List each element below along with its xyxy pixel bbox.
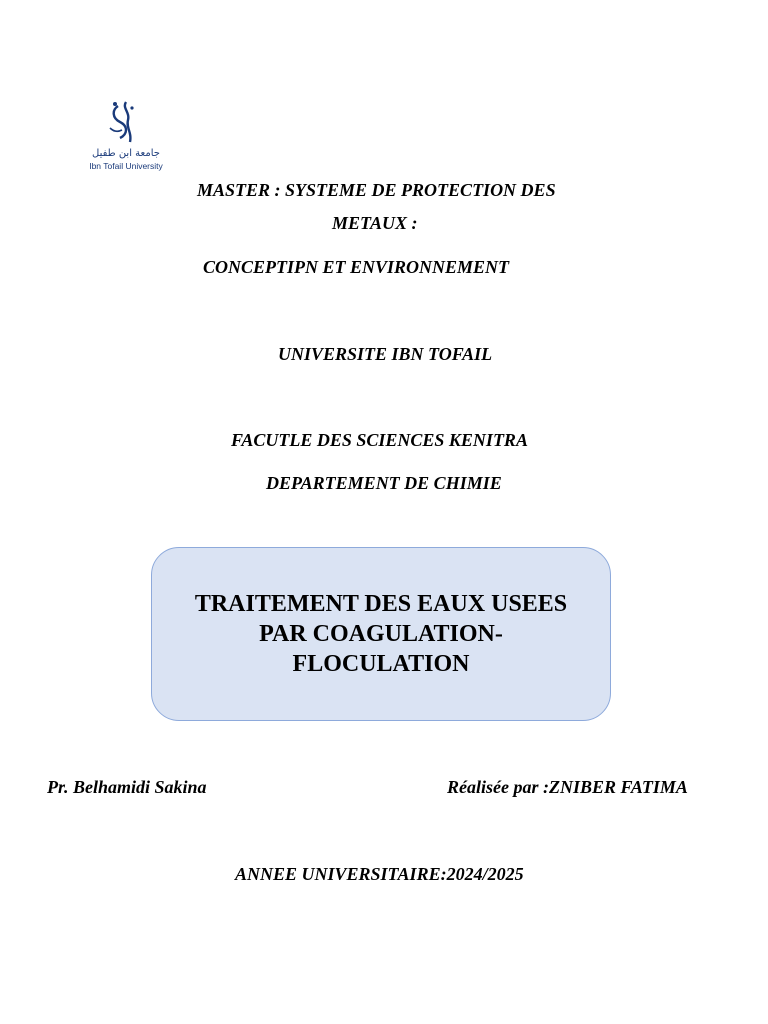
faculty-name: FACUTLE DES SCIENCES KENITRA bbox=[231, 430, 528, 450]
logo-arabic-text: جامعة ابن طفيل bbox=[92, 148, 160, 159]
title-line-1: TRAITEMENT DES EAUX USEES bbox=[194, 591, 568, 617]
supervisor-name: Pr. Belhamidi Sakina bbox=[47, 777, 207, 797]
department-name: DEPARTEMENT DE CHIMIE bbox=[266, 473, 502, 493]
university-name: UNIVERSITE IBN TOFAIL bbox=[278, 344, 493, 364]
title-line-3: FLOCULATION bbox=[292, 651, 470, 677]
author-name: Réalisée par :ZNIBER FATIMA bbox=[447, 777, 688, 797]
title-box bbox=[151, 547, 611, 721]
logo-emblem-icon bbox=[74, 98, 178, 150]
university-logo bbox=[74, 98, 178, 172]
master-line-1: MASTER : SYSTEME DE PROTECTION DES bbox=[197, 180, 556, 200]
document-title bbox=[171, 589, 591, 679]
title-line-2: PAR COAGULATION- bbox=[259, 621, 503, 647]
master-line-2: METAUX : bbox=[332, 213, 418, 233]
academic-year: ANNEE UNIVERSITAIRE:2024/2025 bbox=[235, 864, 524, 884]
logo-english-text: Ibn Tofail University bbox=[89, 161, 163, 171]
master-line-3: CONCEPTIPN ET ENVIRONNEMENT bbox=[203, 257, 510, 277]
